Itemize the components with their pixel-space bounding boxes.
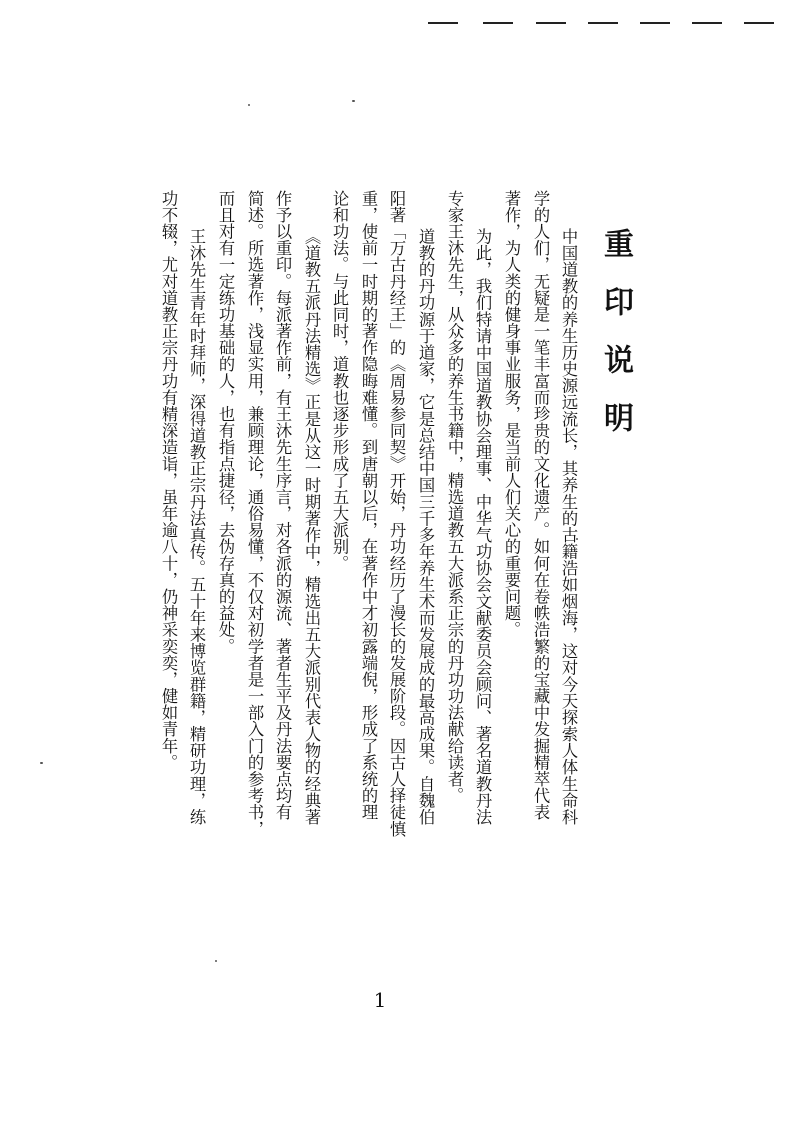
dash	[692, 22, 722, 24]
text-column: 学的人们，无疑是一笔丰富而珍贵的文化遗产。如何在卷帙浩繁的宝藏中发掘精萃代表	[531, 190, 550, 821]
text-column: 功不辍，尤对道教正宗丹功有精深造诣，虽年逾八十，仍神采奕奕，健如青年。	[159, 190, 178, 771]
dash	[744, 22, 774, 24]
scan-speck	[40, 762, 43, 764]
page-number: 1	[373, 988, 387, 1012]
top-dash-rule	[428, 22, 793, 26]
text-column: 中国道教的养生历史源远流长，其养生的古籍浩如烟海，这对今天探索人体生命科	[559, 228, 578, 826]
text-column: 而且对有一定练功基础的人，也有指点捷径，去伪存真的益处。	[216, 190, 235, 655]
text-column: 重，使前一时期的著作隐晦难懂。到唐朝以后，在著作中才初露端倪，形成了系统的理	[359, 190, 378, 821]
dash	[640, 22, 670, 24]
dash	[536, 22, 566, 24]
dash	[428, 22, 458, 24]
text-column: 《道教五派丹法精选》正是从这一时期著作中，精选出五大派别代表人物的经典著	[302, 228, 321, 826]
text-column: 王沐先生青年时拜师，深得道教正宗丹法真传。五十年来博览群籍，精研功理，练	[187, 228, 206, 826]
text-column: 为此，我们特请中国道教协会理事、中华气功协会文献委员会顾问、著名道教丹法	[473, 228, 492, 826]
dash	[483, 22, 513, 24]
scan-speck	[352, 100, 355, 102]
scan-speck	[248, 104, 250, 106]
text-column: 论和功法。与此同时，道教也逐步形成了五大派别。	[330, 190, 349, 572]
text-column: 道教的丹功源于道家，它是总结中国三千多年养生术而发展成的最高成果。自魏伯	[416, 228, 435, 826]
text-column: 简述。所选著作，浅显实用，兼顾理论，通俗易懂，不仅对初学者是一部入门的参考书，	[245, 190, 264, 838]
page-title: 重印说明	[598, 228, 633, 460]
scan-speck	[215, 960, 217, 962]
text-column: 专家王沐先生，从众多的养生书籍中，精选道教五大派系正宗的丹功功法献给读者。	[445, 190, 464, 804]
text-column: 著作，为人类的健身事业服务，是当前人们关心的重要问题。	[502, 190, 521, 638]
dash	[588, 22, 618, 24]
text-column: 作予以重印。每派著作前，有王沐先生序言，对各派的源流、著者生平及丹法要点均有	[273, 190, 292, 821]
text-column: 阳著「万古丹经王」的《周易参同契》开始，丹功经历了漫长的发展阶段。因古人择徒慎	[387, 190, 406, 838]
